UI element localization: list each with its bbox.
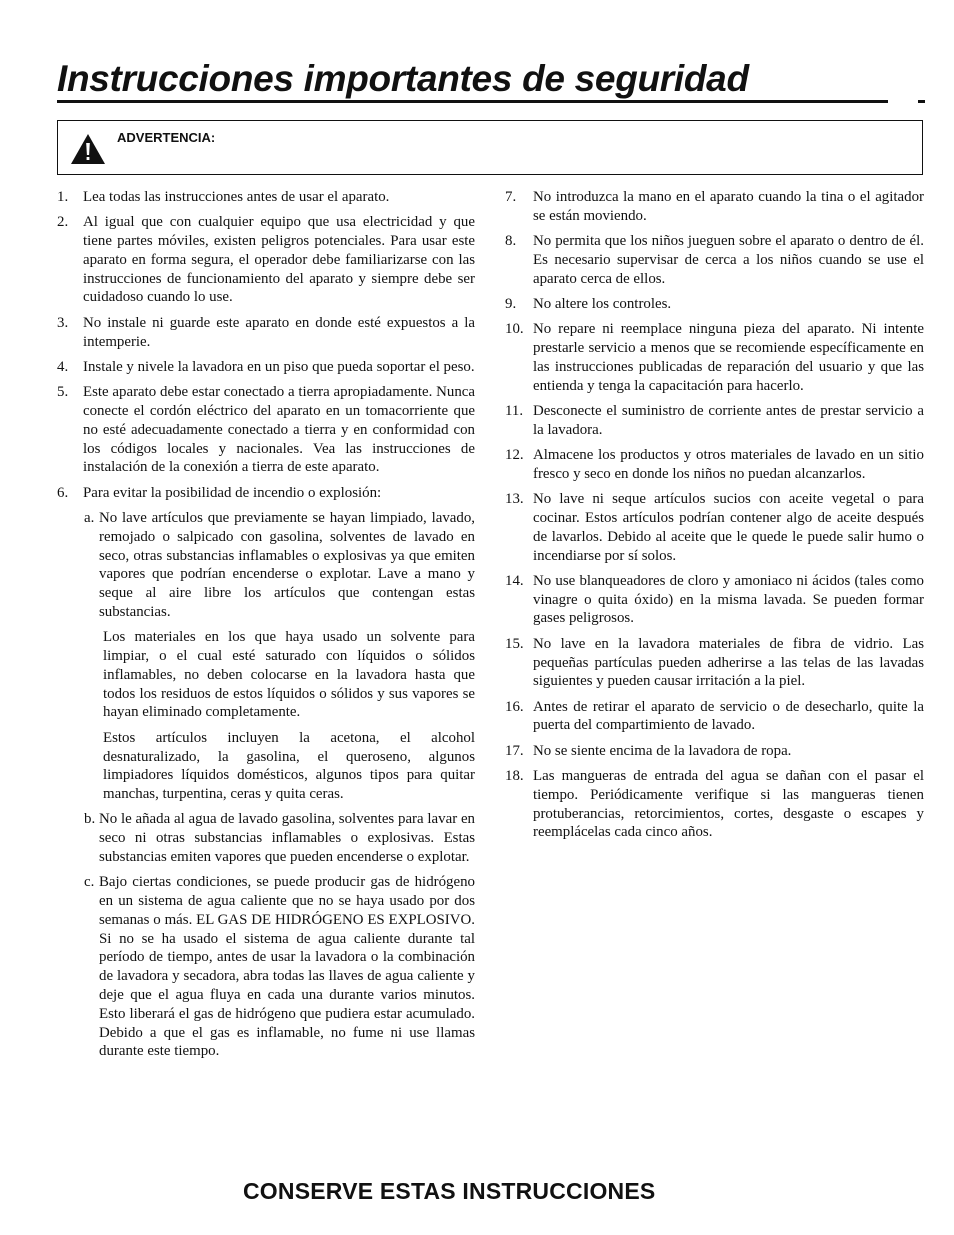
sub-item-letter: b. [84,811,96,828]
item-text: No lave en la lavadora materiales de fibra de vidrio. Las pequeñas partículas pueden adherirse a las telas de las lavadas siguientes y pueden causar irritación a la piel. [533,635,924,690]
item-number: 18. [505,768,524,785]
item-number: 15. [505,635,524,652]
item-text: Almacene los productos y otros materiales de lavado en un sitio fresco y seco en donde los niños no puedan alcanzarlos. [533,447,924,482]
list-item [57,213,475,307]
item-text: No repare ni reemplace ninguna pieza del aparato. Ni intente prestarle servicio a menos que se recomiende específicamente en las instrucciones publicadas de reparación del usuario y que las entienda y tenga la capacitación para hacerlo. [533,321,924,394]
item-number: 5. [57,384,69,401]
list-item [505,295,924,314]
title-rule [57,100,925,103]
item-number: 12. [505,447,524,464]
item-number: 10. [505,321,524,338]
sub-item-a-paragraph: Estos artículos incluyen la acetona, el alcohol desnaturalizado, la gasolina, el queroseno, algunos limpiadores líquidos domésticos, algunos tipos para quitar manchas, turpentina, ceras y quita ceras. [103,729,475,803]
item-text: No instale ni guarde este aparato en donde esté expuestos a la intemperie. [83,314,475,350]
item-text: Las mangueras de entrada del agua se dañan con el pasar el tiempo. Periódicamente verifique si las mangueras tienen protuberancias, retorcimientos, cortes, desgaste o escapes y reemplácelas cada cinco años. [533,768,924,841]
list-item [505,742,924,761]
item-number: 14. [505,572,524,589]
warning-label: ADVERTENCIA: [117,130,216,145]
sub-item-a [57,509,475,622]
warning-box [57,120,923,175]
item-text: No introduzca la mano en el aparato cuando la tina o el agitador se están moviendo. [533,189,924,224]
list-item [57,358,475,377]
right-column [505,188,924,849]
list-item [505,446,924,484]
item-number: 13. [505,491,524,508]
sub-item-text: No le añada al agua de lavado gasolina, solventes para lavar en seco ni otras substancias inflamables o explosivas. Estas substancias emiten vapores que pueden encenderse o explotar. [99,811,475,865]
item-number: 2. [57,214,69,231]
item-text: No permita que los niños jueguen sobre el aparato o dentro de él. Es necesario supervisar de cerca a los niños cuando se use el aparato cerca de ellos. [533,233,924,287]
item-text: Al igual que con cualquier equipo que usa electricidad y que tiene partes móviles, existen peligros potenciales. Para usar este aparato en forma segura, el operador debe familiarizarse con las instrucciones de funcionamiento del aparato y siempre debe ser cuidadoso cuando lo use. [83,214,475,306]
sub-item-text: No lave artículos que previamente se hayan limpiado, lavado, remojado o salpicado con gasolina, solventes de lavado en seco, otras substancias inflamables o explosivas ya que emiten vapores que podrían encenderse o explotar. Lave a mano y seque al aire libre los artículos que contengan estas substancias. [99,509,475,620]
list-item [505,320,924,395]
footer-heading: CONSERVE ESTAS INSTRUCCIONES [243,1178,656,1204]
sub-item-b [57,810,475,866]
item-text: No se siente encima de la lavadora de ropa. [533,742,792,759]
item-number: 4. [57,358,69,375]
list-item [57,383,475,477]
list-item [505,402,924,440]
item-text: No altere los controles. [533,295,672,312]
list-item [505,635,924,691]
list-item [505,188,924,226]
sub-item-letter: c. [84,874,95,891]
item-number: 11. [505,402,524,419]
item-text: Antes de retirar el aparato de servicio o de desecharlo, quite la puerta del compartimiento de lavado. [533,698,924,734]
item-text: Instale y nivele la lavadora en un piso que pueda soportar el peso. [83,358,475,375]
item-number: 9. [505,295,517,312]
item-number: 16. [505,698,524,715]
item-text: No use blanqueadores de cloro y amoniaco ni ácidos (tales como vinagre o quita óxido) en la misma lavada. Se pueden formar gases peligrosos. [533,572,924,627]
list-item [57,314,475,352]
item-text: Este aparato debe estar conectado a tierra apropiadamente. Nunca conecte el cordón eléctrico del aparato en un tomacorriente que no esté adecuadamente conectado a tierra y en conformidad con los códigos locales y nacionales. Vea las instrucciones de instalación de la conexión a tierra de este aparato. [83,384,475,476]
page-title: Instrucciones importantes de seguridad [57,58,749,99]
item-number: 6. [57,484,69,501]
item-text: No lave ni seque artículos sucios con aceite vegetal o para cocinar. Estos artículos podrían contener algo de aceite después de lavarlos. Debido al aceite que le quede le puede salir humo o incendiarse por sí solos. [533,491,924,564]
item-text: Lea todas las instrucciones antes de usar el aparato. [83,189,390,205]
list-item [57,484,475,503]
item-number: 7. [505,189,517,205]
warning-triangle-icon [70,133,106,165]
item-number: 3. [57,314,69,331]
list-item [505,232,924,288]
sub-item-letter: a. [84,509,95,526]
list-item [57,188,475,207]
list-item [505,767,924,842]
title-rule-gap [888,96,918,106]
sub-item-a-paragraph: Los materiales en los que haya usado un solvente para limpiar, o el cual esté saturado con líquidos o sólidos inflamables, no deben colocarse en la lavadora hasta que todos los residuos de estos líquidos o sólidos y sus vapores se hayan eliminado completamente. [103,629,475,721]
list-item [505,572,924,628]
item-text: Para evitar la posibilidad de incendio o explosión: [83,484,382,501]
item-text: Desconecte el suministro de corriente antes de prestar servicio a la lavadora. [533,402,924,438]
list-item [505,698,924,736]
item-number: 8. [505,233,517,250]
item-number: 1. [57,189,69,205]
left-column [57,188,475,1068]
sub-item-text: Bajo ciertas condiciones, se puede producir gas de hidrógeno en un sistema de agua caliente que no se haya usado por dos semanas o más. EL GAS DE HIDRÓGENO ES EXPLOSIVO. Si no se ha usado el sistema de agua caliente durante tal período de tiempo, antes de usar la lavadora o la combinación de lavadora y secadora, abra todas las llaves de agua caliente y deje que el agua fluya en cada una durante varios minutos. Esto liberará el gas de hidrógeno que pudiera estar acumulado. Debido a que el gas es inflamable, no fume ni use llamas durante este tiempo. [99,874,475,1060]
item-number: 17. [505,742,524,759]
sub-item-c [57,873,475,1061]
list-item [505,490,924,565]
